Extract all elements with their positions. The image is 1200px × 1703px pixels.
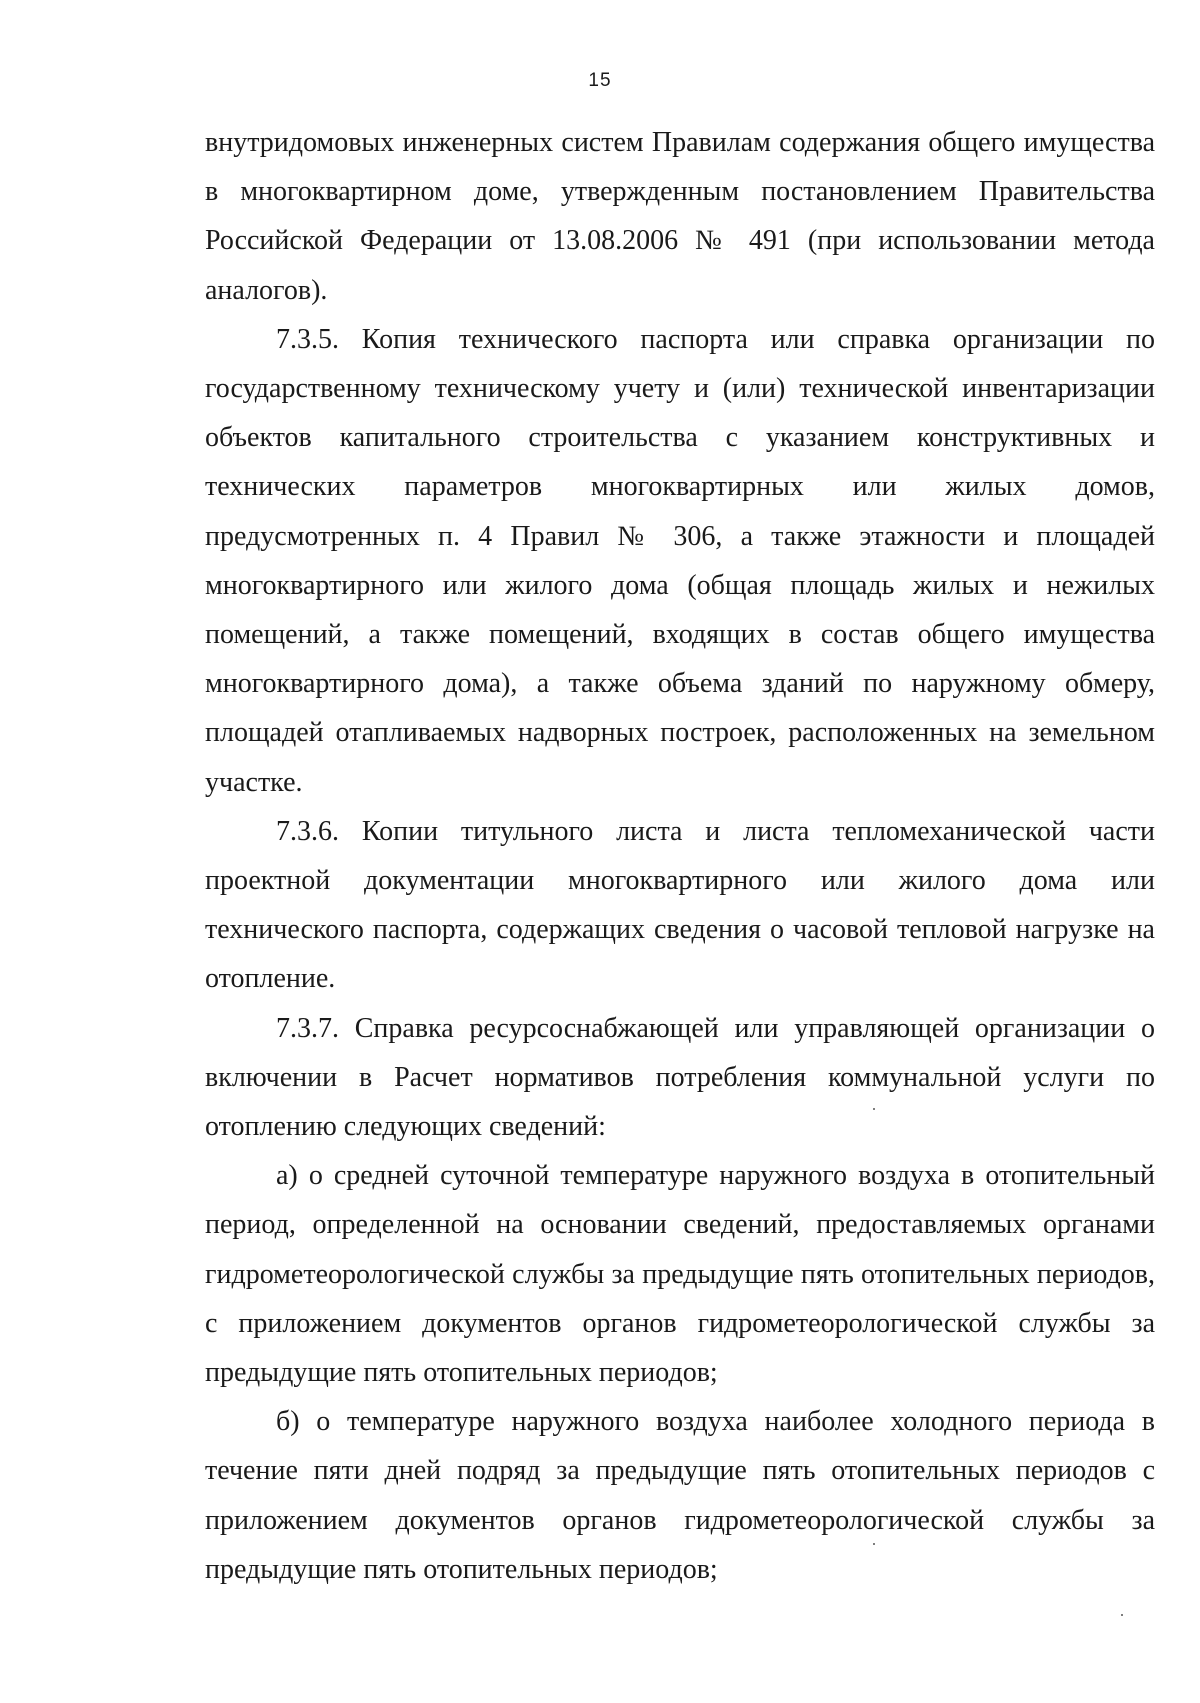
paragraph-continuation: внутридомовых инженерных систем Правилам содержания общего имущества в многоквартирном доме, утвержденным постановлением Правительства Российской Федерации от 13.08.2006 № 491 (при использовании метода аналогов). xyxy=(205,127,1155,306)
paragraph-7-3-6: 7.3.6. Копии титульного листа и листа тепломеханической части проектной документации многоквартирного или жилого дома или технического паспорта, содержащих сведения о часовой тепловой нагрузке на отопление. xyxy=(205,815,1155,995)
page-number: 15 xyxy=(588,70,612,91)
paragraph-item-b: б) о температуре наружного воздуха наиболее холодного периода в течение пяти дней подряд за предыдущие пять отопительных периодов с приложением документов органов гидрометеорологической службы за предыдущие пять отопительных периодов; xyxy=(205,1406,1155,1585)
scan-speck xyxy=(873,1108,875,1110)
paragraph-7-3-5: 7.3.5. Копия технического паспорта или справка организации по государственному техническому учету и (или) технической инвентаризации объектов капитального строительства с указанием конструктивных и технических параметров многоквартирных или жилых домов, предусмотренных п. 4 Правил № 306, а также этажности и площадей многоквартирного или жилого дома (общая площадь жилых и нежилых помещений, а также помещений, входящих в состав общего имущества многоквартирного дома), а также объема зданий по наружному обмеру, площадей отапливаемых надворных построек, расположенных на земельном участке. xyxy=(205,323,1155,798)
paragraph-7-3-7: 7.3.7. Справка ресурсоснабжающей или управляющей организации о включении в Расчет нормативов потребления коммунальной услуги по отоплению следующих сведений: xyxy=(205,1012,1155,1143)
scan-speck xyxy=(873,1543,875,1545)
document-body xyxy=(205,118,1155,1594)
scan-speck xyxy=(1121,1614,1123,1616)
paragraph-item-a: а) о средней суточной температуре наружного воздуха в отопительный период, определенной на основании сведений, предоставляемых органами гидрометеорологической службы за предыдущие пять отопительных периодов, с приложением документов органов гидрометеорологической службы за предыдущие пять отопительных периодов; xyxy=(205,1160,1155,1389)
